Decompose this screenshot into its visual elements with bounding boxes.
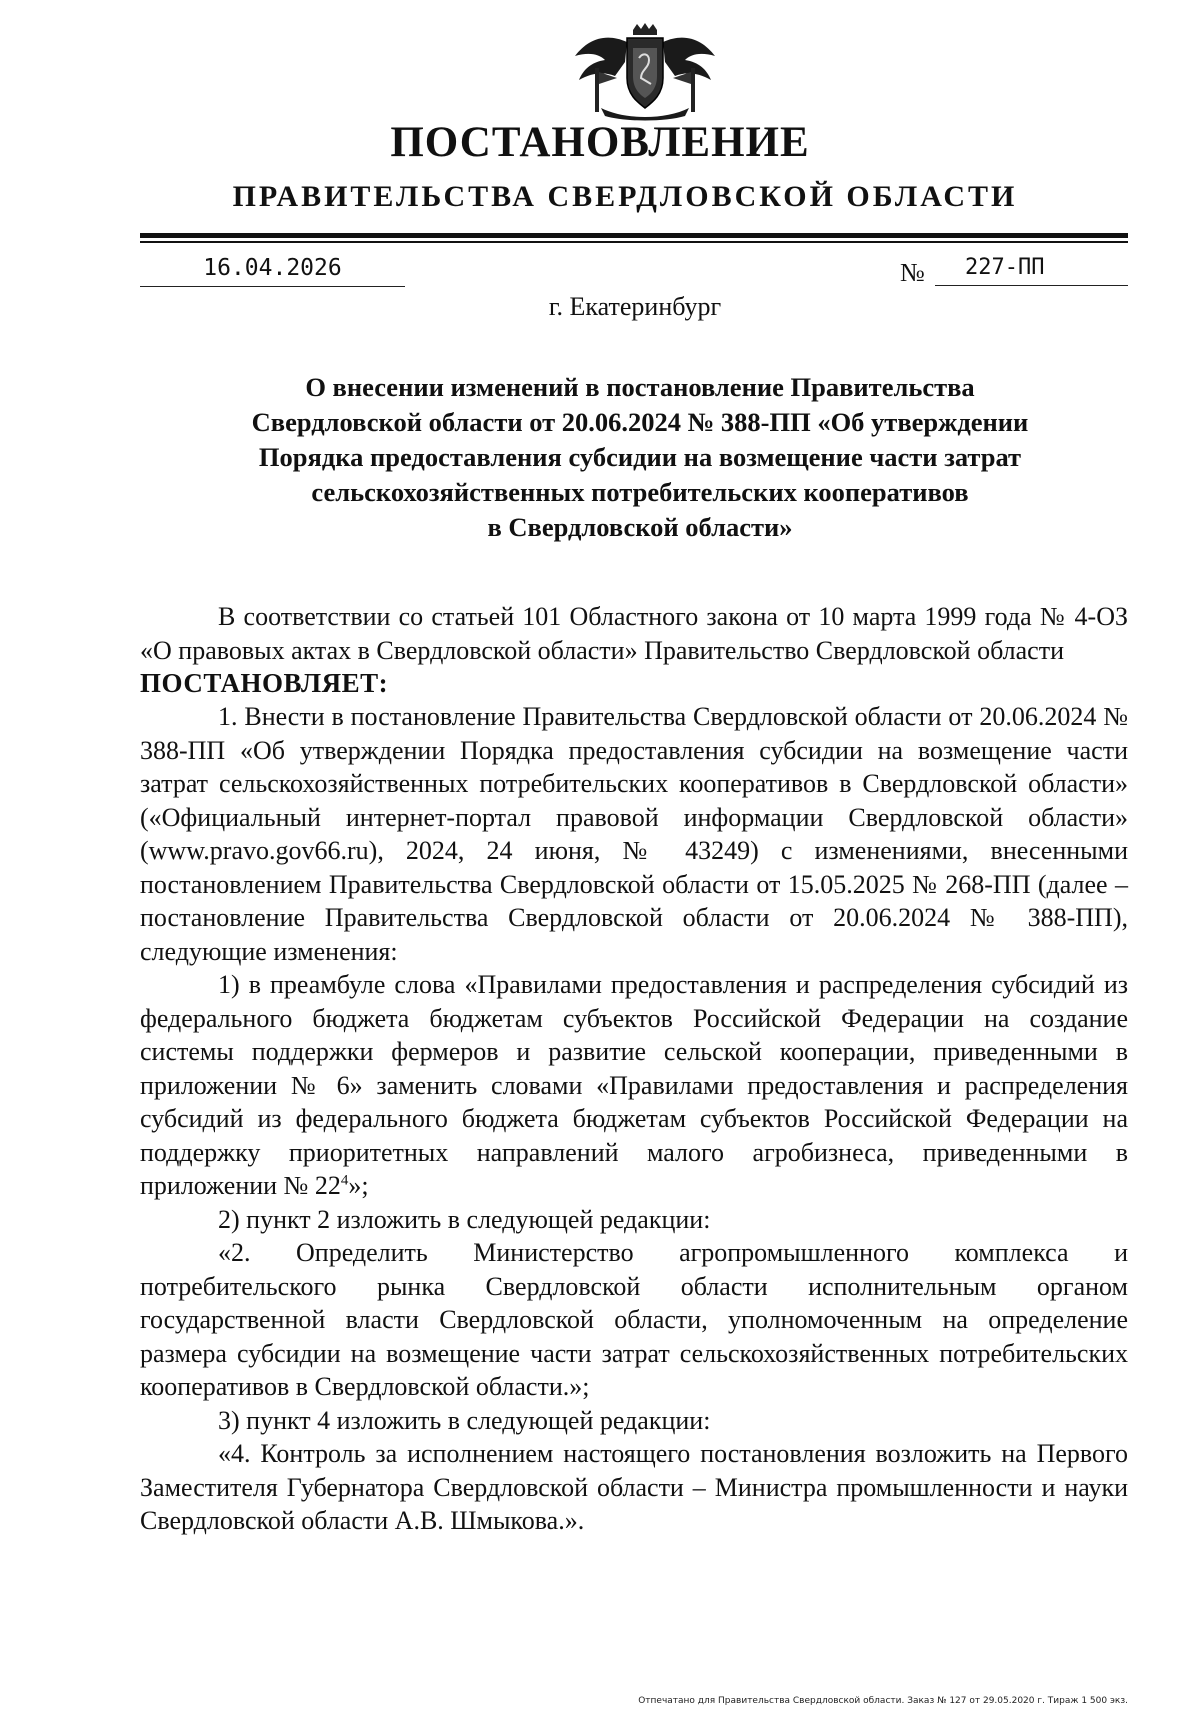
document-type-heading: ПОСТАНОВЛЕНИЕ [390, 119, 810, 166]
coat-of-arms-emblem [565, 22, 725, 122]
subitem-1-paragraph [140, 968, 1128, 1203]
document-body [140, 600, 1128, 1538]
city-of-issue: г. Екатеринбург [548, 292, 722, 321]
document-title [160, 370, 1120, 545]
title-line: Свердловской области от 20.06.2024 № 388-ПП «Об утверждении [251, 407, 1029, 437]
resolves-heading: ПОСТАНОВЛЯЕТ: [140, 668, 389, 698]
header-rule-thin [140, 241, 1128, 243]
printing-imprint: Отпечатано для Правительства Свердловской области. Заказ № 127 от 29.05.2020 г. Тираж 1 500 экз. [638, 1696, 1128, 1706]
header-rule-thick [140, 233, 1128, 238]
document-date: 16.04.2026 [140, 252, 405, 287]
subitem-1-text: 1) в преамбуле слова «Правилами предоставления и распределения субсидий из федерального бюджета бюджетам субъектов Российской Федерации на создание системы поддержки фермеров и развитие сельской кооперации, приведенными в приложении № 6» заменить словами «Правилами предоставления и распределения субсидий из федерального бюджета бюджетам субъектов Российской Федерации на поддержку приоритетных направлений малого агробизнеса, приведенными в приложении № 22 [140, 970, 1128, 1200]
title-line: в Свердловской области» [487, 512, 793, 542]
subitem-2-quote: «2. Определить Министерство агропромышленного комплекса и потребительского рынка Свердловской области исполнительным органом государственной власти Свердловской области, уполномоченным на определение размера субсидии на возмещение части затрат сельскохозяйственных потребительских кооперативов в Свердловской области.»; [140, 1238, 1128, 1401]
title-line: Порядка предоставления субсидии на возмещение части затрат [258, 442, 1022, 472]
superscript-index: 4 [340, 1172, 349, 1189]
title-line: сельскохозяйственных потребительских кооперативов [311, 477, 969, 507]
title-line: О внесении изменений в постановление Правительства [305, 372, 975, 402]
issuing-authority: ПРАВИТЕЛЬСТВА СВЕРДЛОВСКОЙ ОБЛАСТИ [232, 180, 1018, 213]
preamble-paragraph: В соответствии со статьей 101 Областного закона от 10 марта 1999 года № 4-ОЗ «О правовых актах в Свердловской области» Правительство Свердловской области [140, 602, 1128, 665]
number-sign: № [900, 258, 925, 287]
subitem-3-paragraph: 3) пункт 4 изложить в следующей редакции: [218, 1405, 711, 1435]
subitem-2-paragraph: 2) пункт 2 изложить в следующей редакции: [218, 1204, 711, 1234]
item-1-paragraph: 1. Внести в постановление Правительства Свердловской области от 20.06.2024 № 388-ПП «Об утверждении Порядка предоставления субсидии на возмещение части затрат сельскохозяйственных потребительских кооперативов в Свердловской области» («Официальный интернет-портал правовой информации Свердловской области» (www.pravo.gov66.ru), 2024, 24 июня, № 43249) с изменениями, внесенными постановлением Правительства Свердловской области от 15.05.2025 № 268-ПП (далее – постановление Правительства Свердловской области от 20.06.2024 № 388-ПП), следующие изменения: [140, 702, 1128, 966]
subitem-1-tail: »; [348, 1171, 369, 1200]
document-number: 227-ПП [935, 252, 1128, 286]
subitem-3-quote: «4. Контроль за исполнением настоящего постановления возложить на Первого Заместителя Губернатора Свердловской области – Министра промышленности и науки Свердловской области А.В. Шмыкова.». [140, 1439, 1128, 1535]
